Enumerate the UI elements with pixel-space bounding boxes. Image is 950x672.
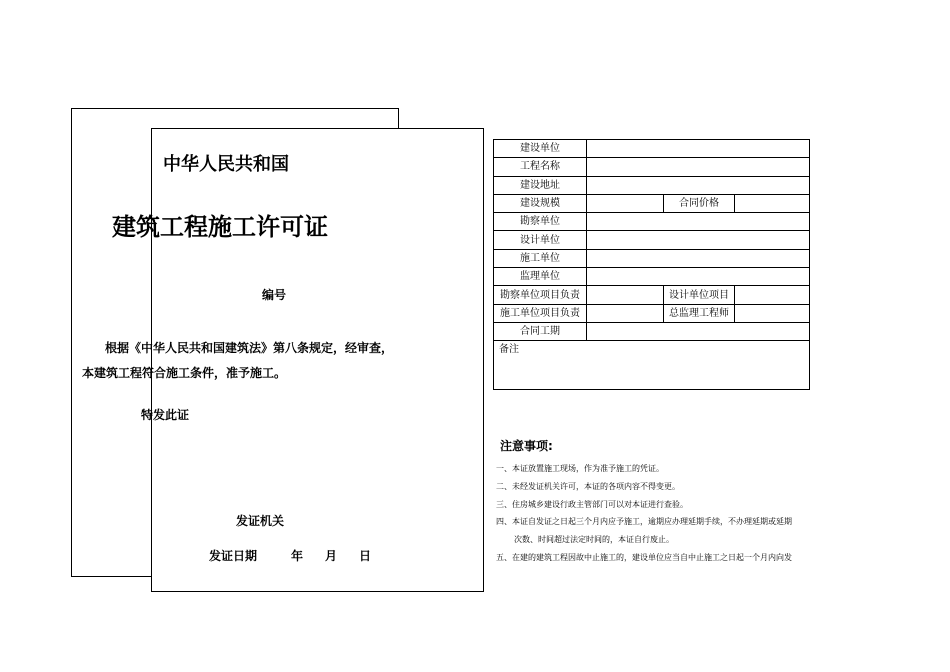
builder-unit-value bbox=[587, 249, 810, 267]
table-row bbox=[494, 286, 810, 304]
project-name-label: 工程名称 bbox=[494, 158, 587, 176]
hereby-issued-text: 特发此证 bbox=[141, 408, 190, 422]
design-unit-label: 设计单位 bbox=[494, 231, 587, 249]
table-row bbox=[494, 213, 810, 231]
issuing-authority-label: 发证机关 bbox=[236, 514, 285, 528]
remarks-label: 备注 bbox=[499, 344, 519, 356]
construction-address-value bbox=[587, 176, 810, 194]
design-pm-value bbox=[735, 286, 810, 304]
builder-pm-label: 施工单位项目负责 bbox=[494, 304, 587, 322]
contract-period-value bbox=[587, 322, 810, 340]
certificate-title: 建筑工程施工许可证 bbox=[112, 213, 328, 241]
design-pm-label: 设计单位项目 bbox=[664, 286, 735, 304]
table-row bbox=[494, 322, 810, 340]
notice-item: 五、在建的建筑工程因故中止施工的，建设单位应当自中止施工之日起一个月内向发 bbox=[496, 553, 792, 562]
contract-price-label: 合同价格 bbox=[664, 194, 735, 212]
table-row bbox=[494, 341, 810, 390]
table-row bbox=[494, 194, 810, 212]
table-row bbox=[494, 249, 810, 267]
issue-date-row bbox=[209, 547, 371, 564]
builder-unit-label: 施工单位 bbox=[494, 249, 587, 267]
certificate-front-page bbox=[151, 128, 484, 592]
issue-date-label: 发证日期 bbox=[209, 549, 258, 563]
remarks-cell bbox=[494, 341, 810, 390]
construction-scale-value bbox=[587, 194, 664, 212]
country-name: 中华人民共和国 bbox=[163, 154, 289, 175]
survey-unit-value bbox=[587, 213, 810, 231]
construction-unit-value bbox=[587, 140, 810, 158]
notice-item: 四、本证自发证之日起三个月内应予施工，逾期应办理延期手续，不办理延期或延期 bbox=[496, 517, 792, 526]
project-info-table bbox=[493, 139, 810, 390]
design-unit-value bbox=[587, 231, 810, 249]
table-row bbox=[494, 176, 810, 194]
notices-title: 注意事项: bbox=[500, 439, 553, 453]
notice-item: 二、未经发证机关许可，本证的各项内容不得变更。 bbox=[496, 482, 680, 491]
table-row bbox=[494, 140, 810, 158]
survey-pm-value bbox=[587, 286, 664, 304]
construction-address-label: 建设地址 bbox=[494, 176, 587, 194]
number-label: 编号 bbox=[262, 288, 287, 302]
project-name-value bbox=[587, 158, 810, 176]
table-row bbox=[494, 304, 810, 322]
builder-pm-value bbox=[587, 304, 664, 322]
supervision-unit-value bbox=[587, 268, 810, 286]
notice-item-continuation: 次数、时间超过法定时间的，本证自行废止。 bbox=[514, 535, 674, 544]
survey-unit-label: 勘察单位 bbox=[494, 213, 587, 231]
contract-price-value bbox=[735, 194, 810, 212]
body-text-line-2: 本建筑工程符合施工条件，准予施工。 bbox=[82, 366, 287, 380]
chief-supervisor-label: 总监理工程师 bbox=[664, 304, 735, 322]
survey-pm-label: 勘察单位项目负责 bbox=[494, 286, 587, 304]
body-text-line-1: 根据《中华人民共和国建筑法》第八条规定，经审查， bbox=[105, 341, 394, 355]
month-label: 月 bbox=[325, 549, 338, 563]
year-label: 年 bbox=[291, 549, 304, 563]
chief-supervisor-value bbox=[735, 304, 810, 322]
construction-unit-label: 建设单位 bbox=[494, 140, 587, 158]
notice-item: 一、本证放置施工现场，作为准予施工的凭证。 bbox=[496, 464, 664, 473]
notice-item: 三、住房城乡建设行政主管部门可以对本证进行查验。 bbox=[496, 500, 688, 509]
supervision-unit-label: 监理单位 bbox=[494, 268, 587, 286]
day-label: 日 bbox=[359, 549, 372, 563]
table-row bbox=[494, 268, 810, 286]
table-row bbox=[494, 158, 810, 176]
contract-period-label: 合同工期 bbox=[494, 322, 587, 340]
construction-scale-label: 建设规模 bbox=[494, 194, 587, 212]
table-row bbox=[494, 231, 810, 249]
